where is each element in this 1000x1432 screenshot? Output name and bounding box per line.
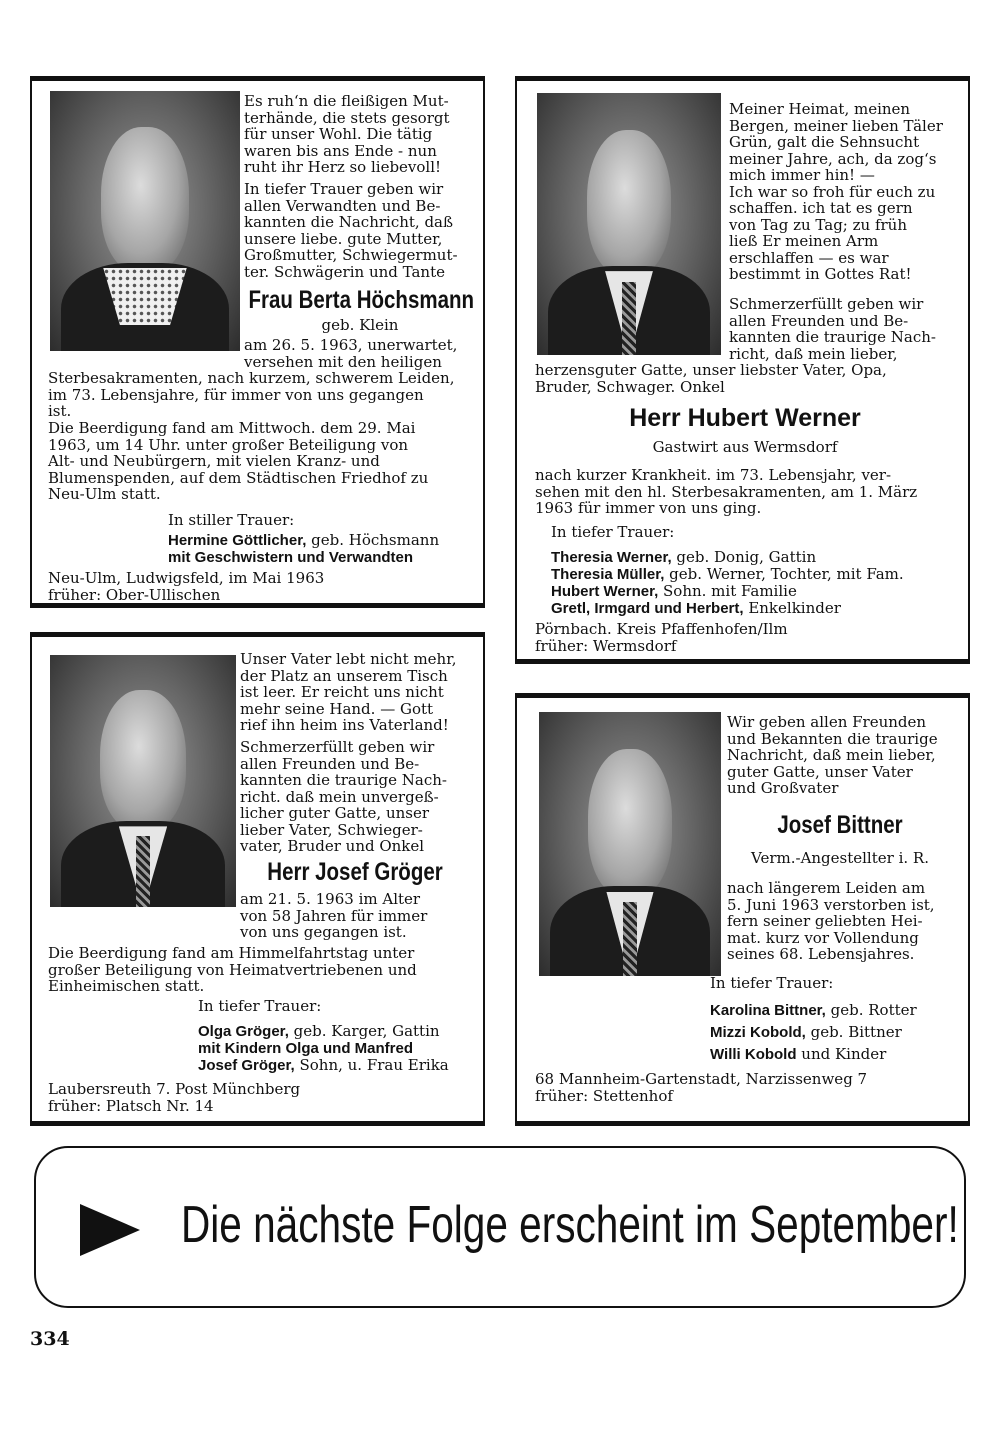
deceased-name: Herr Hubert Werner — [629, 404, 861, 432]
mourner-line: Olga Gröger, geb. Karger, Gattin — [198, 1022, 440, 1040]
death-details-text: Sterbesakramenten, nach kurzem, schwerem Leiden, im 73. Lebensjahre, für immer von uns gegangen ist. — [48, 369, 455, 420]
mourner-line: Karolina Bittner, geb. Rotter — [710, 1001, 917, 1019]
mourner-line: mit Geschwistern und Verwandten — [168, 549, 414, 566]
mourner-line: Josef Gröger, Sohn, u. Frau Erika — [198, 1056, 449, 1074]
poem-text: Meiner Heimat, meinen Bergen, meiner lieben Täler Grün, galt die Sehnsucht meiner Jahre, ach, da zog‘s mich immer hin! — Ich war so froh für euch zu schaffen. ich tat es gern von Tag zu Tag; zu früh ließ Er meinen Arm erschlaffen — es war bestimmt in Gottes Rat! — [729, 100, 943, 283]
mourning-header: In tiefer Trauer: — [198, 997, 322, 1015]
mourner-line: Gretl, Irmgard und Herbert, Enkelkinder — [551, 599, 841, 617]
next-issue-headline: Die nächste Folge erscheint im September! — [181, 1196, 959, 1254]
mourner-line: Theresia Müller, geb. Werner, Tochter, mit Fam. — [551, 565, 904, 583]
obituary-josef-bittner — [515, 693, 970, 1126]
poem-text: Unser Vater lebt nicht mehr, der Platz an unserem Tisch ist leer. Er reicht uns nicht mehr seine Hand. — Gott rief ihn heim ins Vaterland! — [240, 650, 457, 734]
place-text: Neu-Ulm, Ludwigsfeld, im Mai 1963 früher: Ober-Ullischen — [48, 569, 325, 604]
death-details-text: nach längerem Leiden am 5. Juni 1963 verstorben ist, fern seiner geliebten Hei- mat. kurz vor Vollendung seines 68. Lebensjahres. — [727, 879, 935, 963]
announcement-text: Schmerzerfüllt geben wir allen Freunden und Be- kannten die traurige Nach- richt, daß mein lieber, — [729, 295, 936, 363]
mourner-line: Willi Kobold und Kinder — [710, 1045, 887, 1063]
page-number: 334 — [30, 1328, 70, 1350]
mourning-header: In tiefer Trauer: — [710, 974, 834, 992]
place-text: 68 Mannheim-Gartenstadt, Narzissenweg 7 früher: Stettenhof — [535, 1070, 868, 1105]
maiden-name: geb. Klein — [321, 316, 399, 334]
obituary-berta-hoechsmann — [30, 76, 485, 608]
portrait-photo-josef-groeger — [50, 655, 236, 907]
portrait-photo-berta-hoechsmann — [50, 91, 240, 351]
portrait-photo-hubert-werner — [537, 93, 721, 355]
next-issue-banner — [34, 1146, 966, 1308]
obituary-hubert-werner — [515, 76, 970, 664]
place-text: Pörnbach. Kreis Pfaffenhofen/Ilm früher: Wermsdorf — [535, 620, 788, 655]
place-text: Laubersreuth 7. Post Münchberg früher: Platsch Nr. 14 — [48, 1080, 301, 1115]
mourner-line: Mizzi Kobold, geb. Bittner — [710, 1023, 902, 1041]
death-details-text: nach kurzer Krankheit. im 73. Lebensjahr, ver- sehen mit den hl. Sterbesakramenten, am 1. März 1963 für immer von uns ging. — [535, 466, 918, 517]
mourner-line: Hermine Göttlicher, geb. Höchsmann — [168, 531, 440, 549]
occupation-text: Gastwirt aus Wermsdorf — [652, 438, 838, 456]
mourner-line: Hubert Werner, Sohn. mit Familie — [551, 582, 797, 600]
mourning-header: In tiefer Trauer: — [551, 523, 675, 541]
poem-text: Es ruh‘n die fleißigen Mut- terhände, die stets gesorgt für unser Wohl. Die tätig waren bis ans Ende - nun ruht ihr Herz so liebevoll! — [244, 92, 450, 176]
announcement-text: Schmerzerfüllt geben wir allen Freunden und Be- kannten die traurige Nach- richt. daß mein unvergeß- licher guter Gatte, unser lieber Vater, Schwieger- vater, Bruder und Onkel — [240, 738, 447, 855]
mourner-line: Theresia Werner, geb. Donig, Gattin — [551, 548, 817, 566]
obituary-josef-groeger — [30, 632, 485, 1126]
funeral-text: Die Beerdigung fand am Mittwoch. dem 29. Mai 1963, um 14 Uhr. unter großer Beteiligung von Alt- und Neubürgern, mit vielen Kranz- und Blumenspenden, auf dem Städtischen Friedhof zu Neu-Ulm statt. — [48, 419, 429, 503]
mourner-line: mit Kindern Olga und Manfred — [198, 1040, 414, 1057]
death-date-text: am 26. 5. 1963, unerwartet, versehen mit den heiligen — [244, 336, 458, 371]
portrait-photo-josef-bittner — [539, 712, 721, 976]
play-arrow-icon — [80, 1204, 140, 1256]
deceased-name: Herr Josef Gröger — [267, 858, 443, 886]
deceased-name: Josef Bittner — [777, 811, 903, 839]
deceased-name: Frau Berta Höchsmann — [248, 286, 475, 314]
relationship-text: herzensguter Gatte, unser liebster Vater, Opa, Bruder, Schwager. Onkel — [535, 361, 887, 396]
death-date-text: am 21. 5. 1963 im Alter von 58 Jahren für immer von uns gegangen ist. — [240, 890, 428, 941]
announcement-text: Wir geben allen Freunden und Bekannten die traurige Nachricht, daß mein lieber, guter Gatte, unser Vater und Großvater — [727, 713, 938, 797]
mourning-header: In stiller Trauer: — [168, 511, 295, 529]
announcement-text: In tiefer Trauer geben wir allen Verwandten und Be- kannten die Nachricht, daß unsere liebe. gute Mutter, Großmutter, Schwiegermut- ter. Schwägerin und Tante — [244, 180, 458, 281]
occupation-text: Verm.-Angestellter i. R. — [751, 849, 929, 867]
funeral-text: Die Beerdigung fand am Himmelfahrtstag unter großer Beteiligung von Heimatvertriebenen und Einheimischen statt. — [48, 944, 417, 995]
